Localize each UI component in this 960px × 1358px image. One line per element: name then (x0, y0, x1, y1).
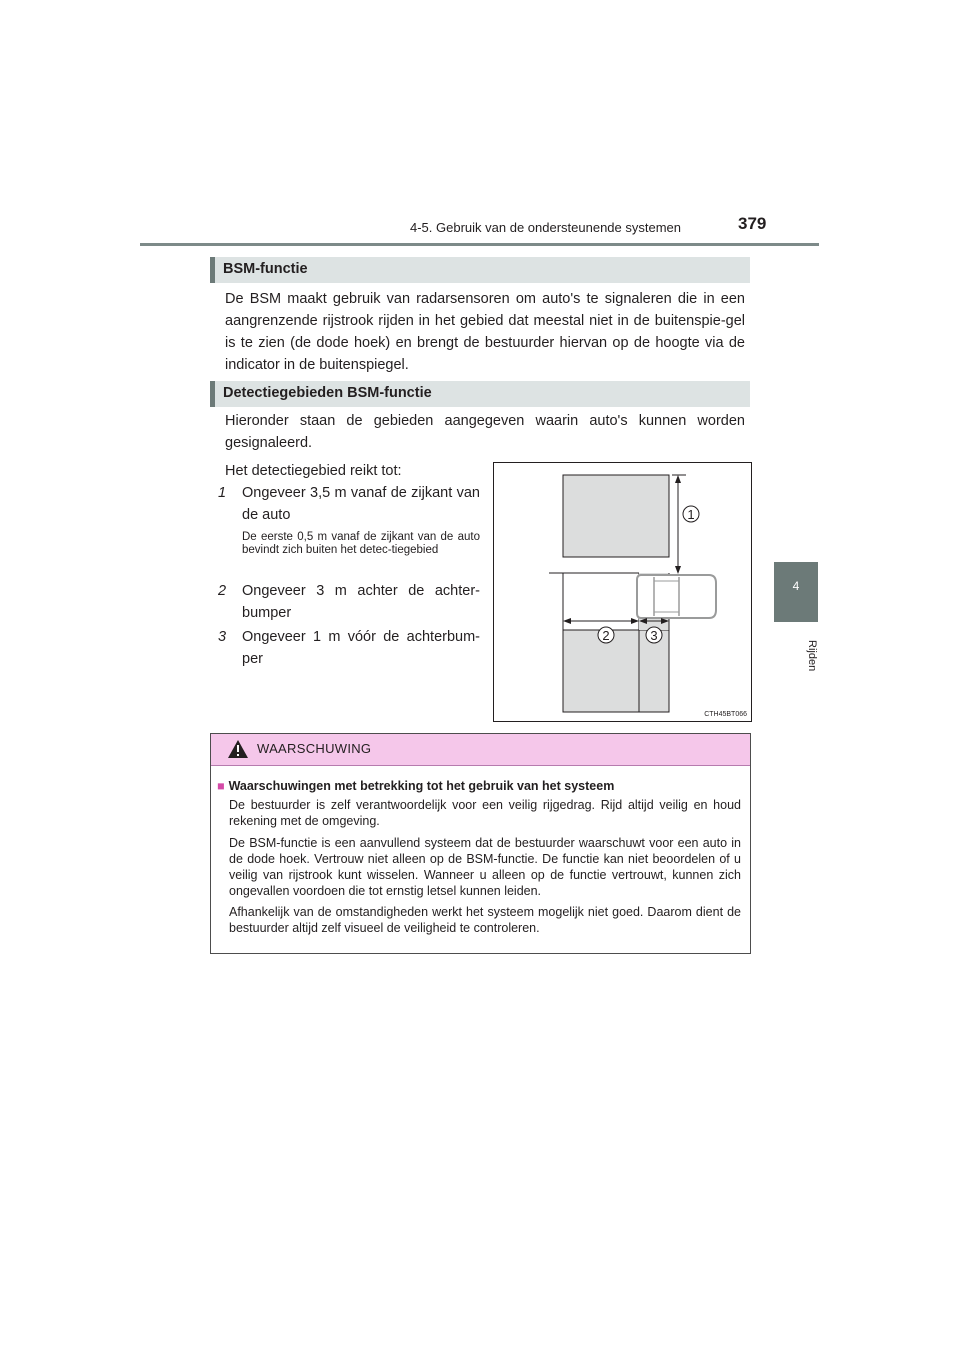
section-heading-text: BSM-functie (223, 261, 308, 277)
chapter-number: 4 (792, 579, 800, 593)
warning-triangle-icon (227, 739, 249, 759)
section-body: De BSM maakt gebruik van radarsensoren om auto's te signaleren die in een aangrenzende rijstrook rijden in het gebied dat meestal niet in de buitenspie-gel is te zien (de dode hoek) en brengt de bestuurder hiervan op de hoogte via de indicator in de buitenspiegel. (225, 291, 745, 373)
heading-accent-bar (210, 257, 215, 283)
diagram-label-1: 1 (687, 507, 695, 522)
warning-subheading-text: Waarschuwingen met betrekking tot het gebruik van het systeem (228, 779, 615, 793)
warning-box (210, 733, 751, 954)
warning-paragraph: De bestuurder is zelf verantwoordelijk voor een veilig rijgedrag. Rijd altijd veilig en houd rekening met de omgeving. (229, 798, 741, 828)
chapter-label: Rijden (806, 640, 818, 672)
arrow-head (631, 618, 639, 624)
item-note: De eerste 0,5 m vanaf de zijkant van de auto bevindt zich buiten het detec-tiegebied (242, 531, 480, 556)
diagram-label-2: 2 (602, 628, 610, 643)
warning-header (211, 734, 750, 766)
section-heading-bsm (210, 257, 750, 283)
chapter-tab (774, 562, 818, 622)
warning-subheading (217, 779, 614, 793)
header-section-title: 4-5. Gebruik van de ondersteunende systemen (410, 220, 682, 235)
header-divider (140, 243, 819, 246)
side-detection-zone (563, 475, 669, 557)
item-number: 3 (218, 629, 227, 645)
list-item (218, 482, 480, 526)
arrow-head (563, 618, 571, 624)
range-label: Het detectiegebied reikt tot: (225, 463, 402, 479)
section-heading-text: Detectiegebieden BSM-functie (223, 385, 432, 401)
diagram-svg (494, 463, 751, 721)
arrow-head (675, 475, 681, 483)
bullet-square-icon: ■ (217, 779, 225, 793)
car-icon (637, 575, 716, 618)
list-item (218, 626, 480, 670)
list-item (218, 580, 480, 624)
arrow-head (675, 566, 681, 574)
item-text: Ongeveer 3 m achter de achter-bumper (242, 583, 480, 621)
item-text: Ongeveer 1 m vóór de achterbum-per (242, 629, 480, 667)
detection-area-diagram (493, 462, 752, 722)
diagram-label-3: 3 (650, 628, 658, 643)
page-number: 379 (738, 214, 767, 233)
heading-accent-bar (210, 381, 215, 407)
section-intro: Hieronder staan de gebieden aangegeven waarin auto's kunnen worden gesignaleerd. (225, 413, 745, 451)
warning-title: WAARSCHUWING (257, 741, 372, 756)
item-number: 1 (218, 485, 227, 501)
warning-paragraph: De BSM-functie is een aanvullend systeem dat de bestuurder waarschuwt voor een auto in de dode hoek. Vertrouw niet alleen op de BSM-functie. De functie kan niet beoordelen of u veilig van rijstrook kunt wisselen. Wanneer u alleen op de functie vertrouwt, kunnen zich ongevallen voordoen die tot ernstig letsel kunnen leiden. (229, 836, 741, 898)
item-number: 2 (218, 583, 227, 599)
item-text: Ongeveer 3,5 m vanaf de zijkant van de auto (242, 485, 480, 523)
section-heading-detection (210, 381, 750, 407)
warning-paragraph: Afhankelijk van de omstandigheden werkt het systeem mogelijk niet goed. Daarom dient de bestuurder altijd zelf visueel de veiligheid te controleren. (229, 905, 741, 935)
figure-code: CTH45BT066 (704, 711, 747, 718)
